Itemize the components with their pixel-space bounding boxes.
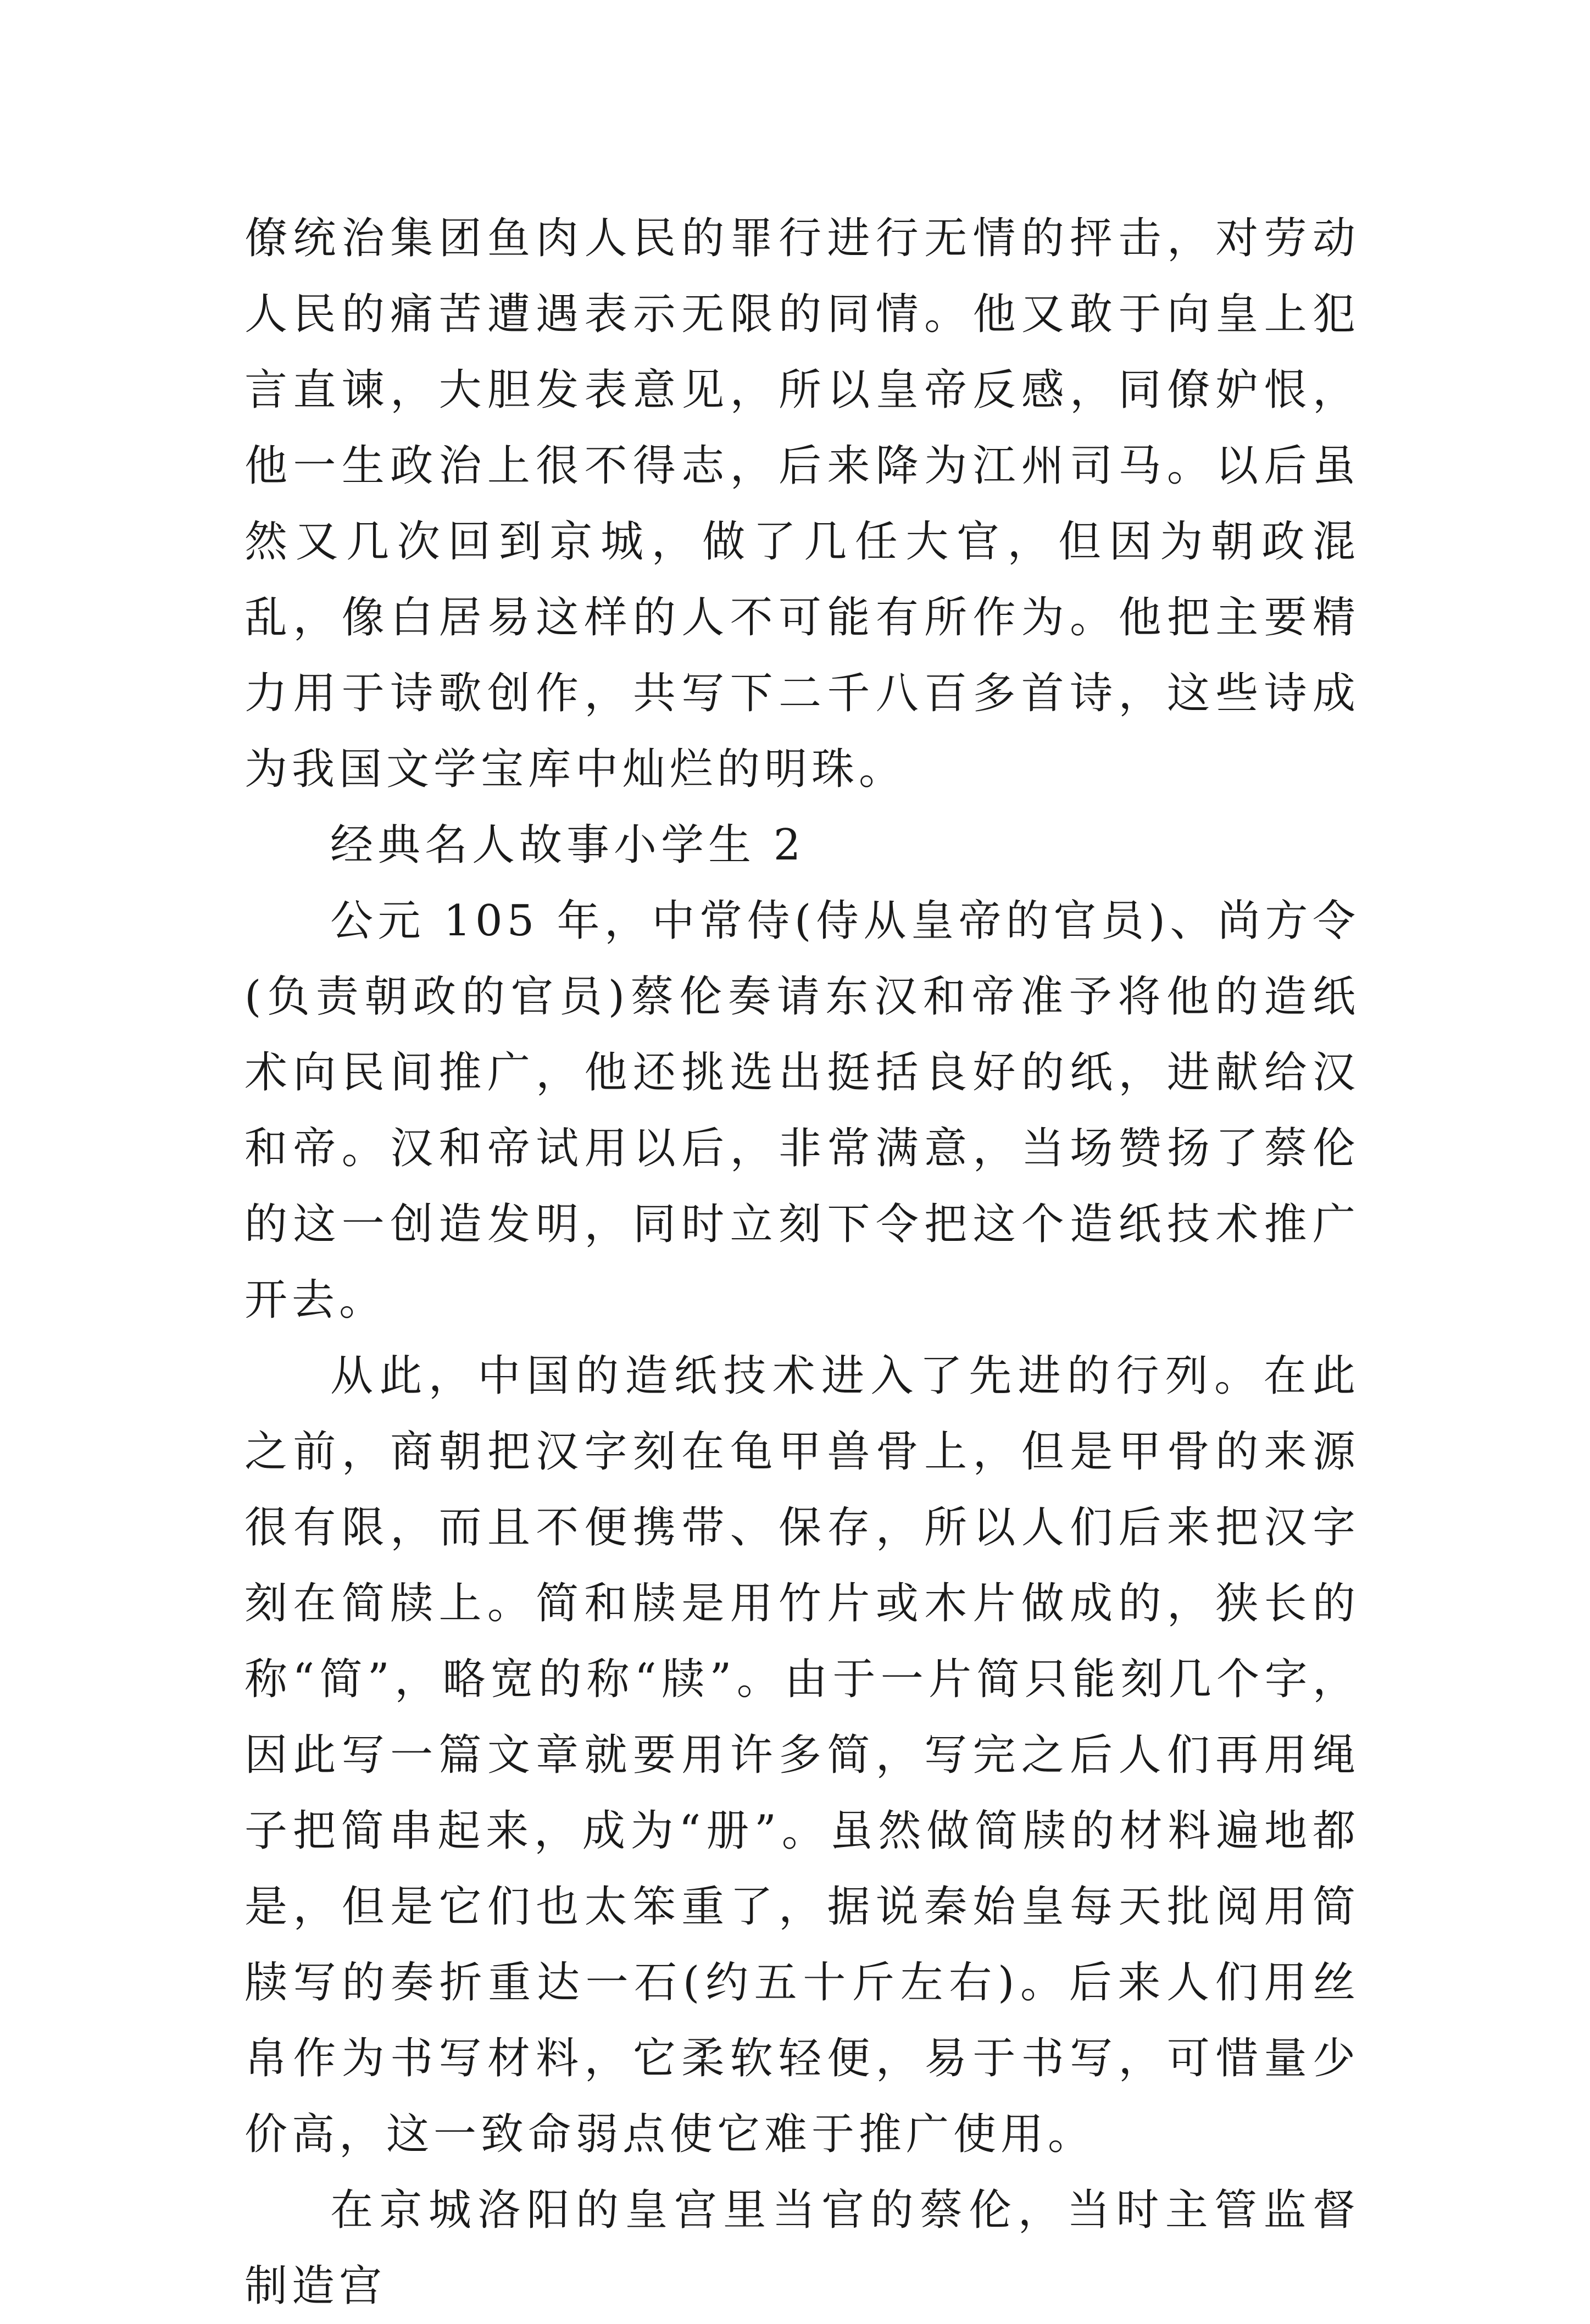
paragraph-cai-lun-report: 公元 105 年，中常侍(侍从皇帝的官员)、尚方令(负责朝政的官员)蔡伦奏请东汉和帝准予将他的造纸术向民间推广，他还挑选出挺括良好的纸，进献给汉和帝。汉和帝试用以后，非常满意，当场赞扬了蔡伦的这一创造发明，同时立刻下令把这个造纸技术推广开去。 <box>244 896 1360 1325</box>
body-text <box>244 201 1360 2324</box>
paragraph-writing-history: 从此，中国的造纸技术进入了先进的行列。在此之前，商朝把汉字刻在龟甲兽骨上，但是甲骨的来源很有限，而且不便携带、保存，所以人们后来把汉字刻在简牍上。简和牍是用竹片或木片做成的，狭长的称“简”，略宽的称“牍”。由于一片简只能刻几个字，因此写一篇文章就要用许多简，写完之后人们再用绳子把简串起来，成为“册”。虽然做简牍的材料遍地都是，但是它们也太笨重了，据说秦始皇每天批阅用简牍写的奏折重达一石(约五十斤左右)。后来人们用丝帛作为书写材料，它柔软轻便，易于书写，可惜量少价高，这一致命弱点使它难于推广使用。 <box>244 1351 1360 2159</box>
paragraph-continuation: 僚统治集团鱼肉人民的罪行进行无情的抨击，对劳动人民的痛苦遭遇表示无限的同情。他又敢于向皇上犯言直谏，大胆发表意见，所以皇帝反感，同僚妒恨，他一生政治上很不得志，后来降为江州司马。以后虽然又几次回到京城，做了几任大官，但因为朝政混乱，像白居易这样的人不可能有所作为。他把主要精力用于诗歌创作，共写下二千八百多首诗，这些诗成为我国文学宝库中灿烂的明珠。 <box>244 214 1360 794</box>
paragraph-cai-lun-luoyang: 在京城洛阳的皇宫里当官的蔡伦，当时主管监督制造宫 <box>244 2186 1360 2311</box>
section-heading: 经典名人故事小学生 2 <box>330 820 805 870</box>
